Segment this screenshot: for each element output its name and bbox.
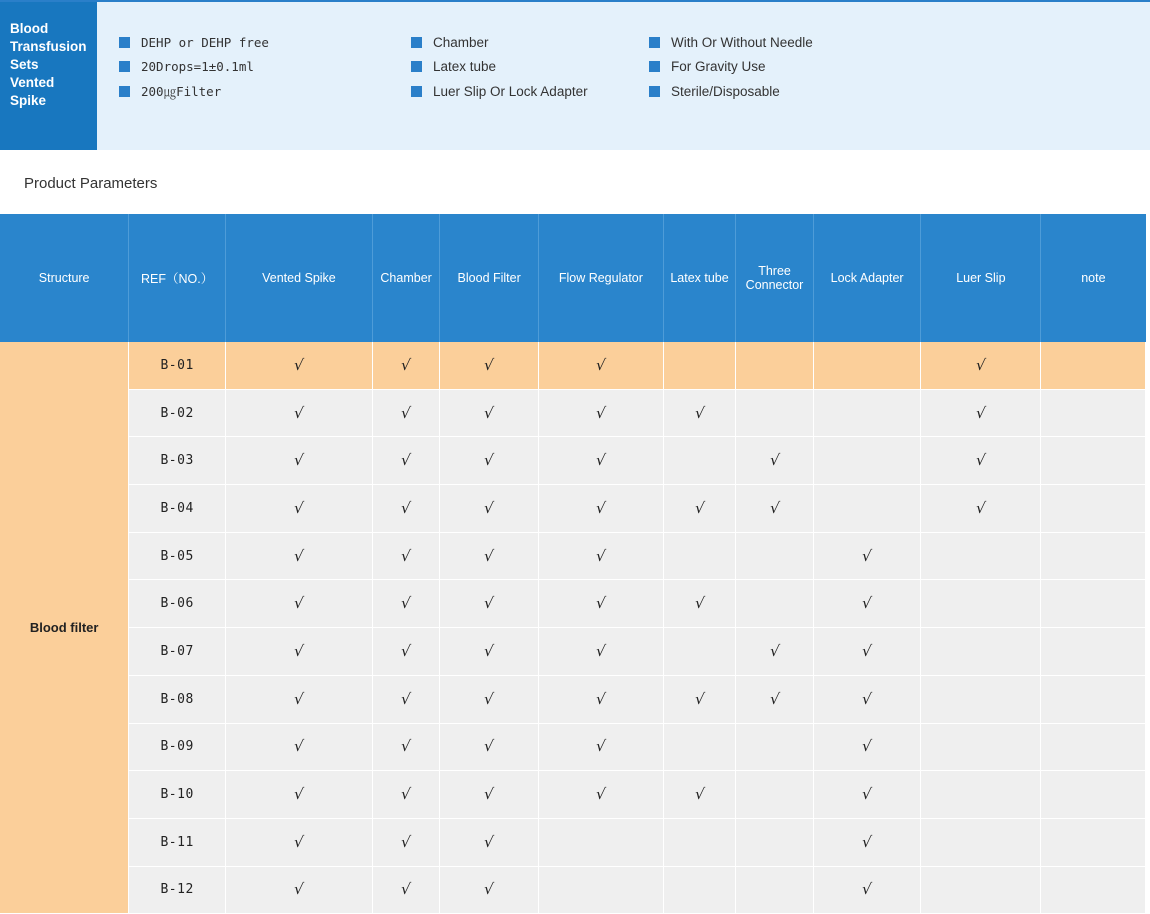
check-mark-icon: √ [293,594,305,613]
check-cell [440,675,539,723]
check-cell [440,437,539,485]
check-mark-icon: √ [483,785,495,804]
check-mark-icon: √ [595,785,607,804]
feature-item [649,30,909,55]
check-mark-icon: √ [595,594,607,613]
check-cell [372,723,439,771]
check-cell [813,866,921,914]
table-row[interactable] [0,580,1146,628]
empty-cell [1041,342,1146,389]
check-mark-icon: √ [400,689,412,708]
empty-cell [1041,675,1146,723]
check-cell [372,628,439,676]
feature-label: Luer Slip Or Lock Adapter [433,83,588,99]
check-cell [663,675,735,723]
check-mark-icon: √ [861,737,873,756]
table-row[interactable] [0,628,1146,676]
empty-cell [663,342,735,389]
ref-cell: B-09 [129,723,226,771]
check-mark-icon: √ [400,641,412,660]
check-mark-icon: √ [483,594,495,613]
check-cell [225,771,372,819]
empty-cell [663,437,735,485]
empty-cell [1041,532,1146,580]
check-mark-icon: √ [400,880,412,899]
feature-label: Latex tube [433,59,497,75]
empty-cell [813,437,921,485]
empty-cell [1041,723,1146,771]
product-banner [0,0,1150,150]
check-mark-icon: √ [400,594,412,613]
empty-cell [1041,580,1146,628]
check-mark-icon: √ [768,451,781,470]
empty-cell [663,818,735,866]
check-mark-icon: √ [483,880,495,899]
check-mark-icon: √ [293,880,305,899]
ref-cell: B-10 [129,771,226,819]
check-cell [440,580,539,628]
empty-cell [1041,866,1146,914]
empty-cell [663,723,735,771]
empty-cell [663,628,735,676]
check-cell [440,485,539,533]
banner-title-line: Transfusion [10,39,87,54]
check-mark-icon: √ [293,498,305,517]
check-cell [372,771,439,819]
check-mark-icon: √ [595,689,607,708]
check-mark-icon: √ [768,498,781,517]
feature-item [119,55,411,80]
check-mark-icon: √ [861,880,873,899]
check-cell [372,342,439,389]
feature-label: Sterile/Disposable [671,83,780,99]
feature-column-1 [119,30,411,150]
check-mark-icon: √ [400,498,412,517]
empty-cell [921,818,1041,866]
check-cell [440,723,539,771]
column-header-latex-tube: Latex tube [663,214,735,342]
check-mark-icon: √ [693,785,706,804]
check-cell [921,437,1041,485]
empty-cell [813,485,921,533]
empty-cell [1041,818,1146,866]
check-mark-icon: √ [861,785,873,804]
banner-title [0,2,97,150]
column-header-vented-spike: Vented Spike [225,214,372,342]
table-row[interactable] [0,771,1146,819]
check-cell [813,723,921,771]
empty-cell [1041,628,1146,676]
check-mark-icon: √ [400,785,412,804]
empty-cell [813,342,921,389]
ref-cell: B-06 [129,580,226,628]
empty-cell [921,675,1041,723]
table-row[interactable] [0,437,1146,485]
ref-cell: B-05 [129,532,226,580]
table-row[interactable] [0,818,1146,866]
empty-cell [921,771,1041,819]
column-header-note: note [1041,214,1146,342]
empty-cell [736,723,814,771]
empty-cell [813,389,921,437]
feature-item [119,79,411,104]
check-cell [440,866,539,914]
banner-title-line: Blood [10,21,49,36]
empty-cell [921,723,1041,771]
empty-cell [736,866,814,914]
check-mark-icon: √ [483,546,495,565]
check-mark-icon: √ [293,403,305,422]
check-cell [921,389,1041,437]
column-header-ref: REF（NO.） [129,214,226,342]
check-mark-icon: √ [483,689,495,708]
check-mark-icon: √ [768,641,781,660]
check-mark-icon: √ [975,498,987,517]
check-cell [921,485,1041,533]
check-mark-icon: √ [483,498,495,517]
check-cell [372,389,439,437]
banner-title-line: Spike [10,93,47,108]
check-mark-icon: √ [768,689,781,708]
check-mark-icon: √ [595,737,607,756]
check-mark-icon: √ [483,641,495,660]
check-cell [372,532,439,580]
check-mark-icon: √ [293,641,305,660]
bullet-square-icon [119,37,130,48]
column-header-chamber: Chamber [372,214,439,342]
check-cell [736,628,814,676]
check-mark-icon: √ [693,594,706,613]
check-mark-icon: √ [595,451,607,470]
feature-item [649,79,909,104]
empty-cell [921,628,1041,676]
ref-cell: B-08 [129,675,226,723]
check-cell [813,771,921,819]
check-cell [225,342,372,389]
check-mark-icon: √ [975,403,987,422]
check-mark-icon: √ [861,546,873,565]
empty-cell [921,580,1041,628]
page-title: Product Parameters [24,175,158,192]
table-row[interactable] [0,866,1146,914]
check-cell [372,818,439,866]
ref-cell: B-03 [129,437,226,485]
check-cell [538,771,663,819]
feature-label: 200㎍Filter [141,84,222,100]
structure-cell: Blood filter [0,342,129,914]
check-mark-icon: √ [595,641,607,660]
check-cell [663,580,735,628]
empty-cell [736,342,814,389]
ref-cell: B-12 [129,866,226,914]
empty-cell [736,771,814,819]
feature-item [411,55,649,80]
check-cell [225,723,372,771]
check-mark-icon: √ [975,355,987,374]
check-cell [663,771,735,819]
check-cell [538,389,663,437]
banner-title-line: Vented [10,75,55,90]
ref-cell: B-04 [129,485,226,533]
check-mark-icon: √ [400,832,412,851]
check-mark-icon: √ [861,641,873,660]
check-cell [440,818,539,866]
check-mark-icon: √ [483,451,495,470]
table-row[interactable] [0,723,1146,771]
check-cell [372,675,439,723]
check-mark-icon: √ [693,403,706,422]
table-body [0,342,1146,914]
check-cell [225,866,372,914]
check-cell [225,485,372,533]
check-mark-icon: √ [595,403,607,422]
table-row[interactable] [0,342,1146,389]
check-mark-icon: √ [293,785,305,804]
empty-cell [1041,437,1146,485]
table-row[interactable] [0,675,1146,723]
check-cell [538,532,663,580]
check-mark-icon: √ [400,355,412,374]
check-mark-icon: √ [595,355,607,374]
empty-cell [663,866,735,914]
check-mark-icon: √ [293,546,305,565]
check-cell [538,342,663,389]
check-cell [372,866,439,914]
check-mark-icon: √ [861,594,873,613]
check-cell [921,342,1041,389]
check-cell [225,532,372,580]
check-mark-icon: √ [975,451,987,470]
feature-label: DEHP or DEHP free [141,34,269,50]
column-header-structure: Structure [0,214,129,342]
ref-cell: B-07 [129,628,226,676]
check-cell [225,818,372,866]
column-header-three-connector: Three Connector [736,214,814,342]
empty-cell [1041,771,1146,819]
check-cell [440,532,539,580]
check-mark-icon: √ [483,355,495,374]
check-mark-icon: √ [861,832,873,851]
feature-item [119,30,411,55]
check-mark-icon: √ [483,832,495,851]
empty-cell [736,532,814,580]
column-header-luer-slip: Luer Slip [921,214,1041,342]
feature-label: With Or Without Needle [671,34,813,50]
check-cell [538,723,663,771]
check-mark-icon: √ [293,451,305,470]
check-cell [440,771,539,819]
feature-column-2 [411,30,649,150]
feature-item [411,30,649,55]
check-mark-icon: √ [293,737,305,756]
empty-cell [538,818,663,866]
check-mark-icon: √ [693,689,706,708]
check-cell [813,532,921,580]
check-mark-icon: √ [400,403,412,422]
empty-cell [1041,389,1146,437]
check-cell [372,485,439,533]
check-mark-icon: √ [595,498,607,517]
check-cell [225,389,372,437]
check-mark-icon: √ [400,737,412,756]
check-cell [736,675,814,723]
check-mark-icon: √ [293,689,305,708]
bullet-square-icon [119,86,130,97]
bullet-square-icon [411,37,422,48]
table-header-row [0,214,1146,342]
check-cell [225,628,372,676]
feature-item [411,79,649,104]
check-cell [440,389,539,437]
check-cell [813,580,921,628]
check-mark-icon: √ [483,737,495,756]
check-cell [538,628,663,676]
column-header-blood-filter: Blood Filter [440,214,539,342]
check-cell [736,437,814,485]
empty-cell [736,389,814,437]
ref-cell: B-11 [129,818,226,866]
check-mark-icon: √ [861,689,873,708]
bullet-square-icon [649,86,660,97]
bullet-square-icon [119,61,130,72]
check-cell [538,580,663,628]
empty-cell [736,818,814,866]
bullet-square-icon [411,86,422,97]
check-mark-icon: √ [400,546,412,565]
table-row[interactable] [0,485,1146,533]
check-cell [538,485,663,533]
feature-item [649,55,909,80]
feature-label: 20Drops=1±0.1ml [141,59,254,75]
feature-column-3 [649,30,909,150]
check-cell [225,675,372,723]
ref-cell: B-01 [129,342,226,389]
product-parameters-table [0,214,1150,914]
ref-cell: B-02 [129,389,226,437]
check-cell [372,437,439,485]
feature-label: Chamber [433,34,489,50]
check-mark-icon: √ [400,451,412,470]
empty-cell [921,866,1041,914]
check-mark-icon: √ [693,498,706,517]
check-mark-icon: √ [293,355,305,374]
check-mark-icon: √ [595,546,607,565]
empty-cell [538,866,663,914]
check-cell [663,389,735,437]
table-row[interactable] [0,389,1146,437]
check-mark-icon: √ [293,832,305,851]
check-cell [813,675,921,723]
check-cell [372,580,439,628]
empty-cell [1041,485,1146,533]
feature-label: For Gravity Use [671,59,766,75]
column-header-flow-regulator: Flow Regulator [538,214,663,342]
check-cell [538,437,663,485]
banner-title-line: Sets [10,57,39,72]
bullet-square-icon [649,37,660,48]
check-cell [440,342,539,389]
check-cell [813,628,921,676]
check-cell [663,485,735,533]
empty-cell [921,532,1041,580]
bullet-square-icon [411,61,422,72]
check-cell [225,437,372,485]
banner-feature-list [97,2,1150,150]
check-cell [736,485,814,533]
empty-cell [663,532,735,580]
table-row[interactable] [0,532,1146,580]
check-mark-icon: √ [483,403,495,422]
bullet-square-icon [649,61,660,72]
check-cell [440,628,539,676]
check-cell [225,580,372,628]
empty-cell [736,580,814,628]
check-cell [538,675,663,723]
column-header-lock-adapter: Lock Adapter [813,214,921,342]
check-cell [813,818,921,866]
